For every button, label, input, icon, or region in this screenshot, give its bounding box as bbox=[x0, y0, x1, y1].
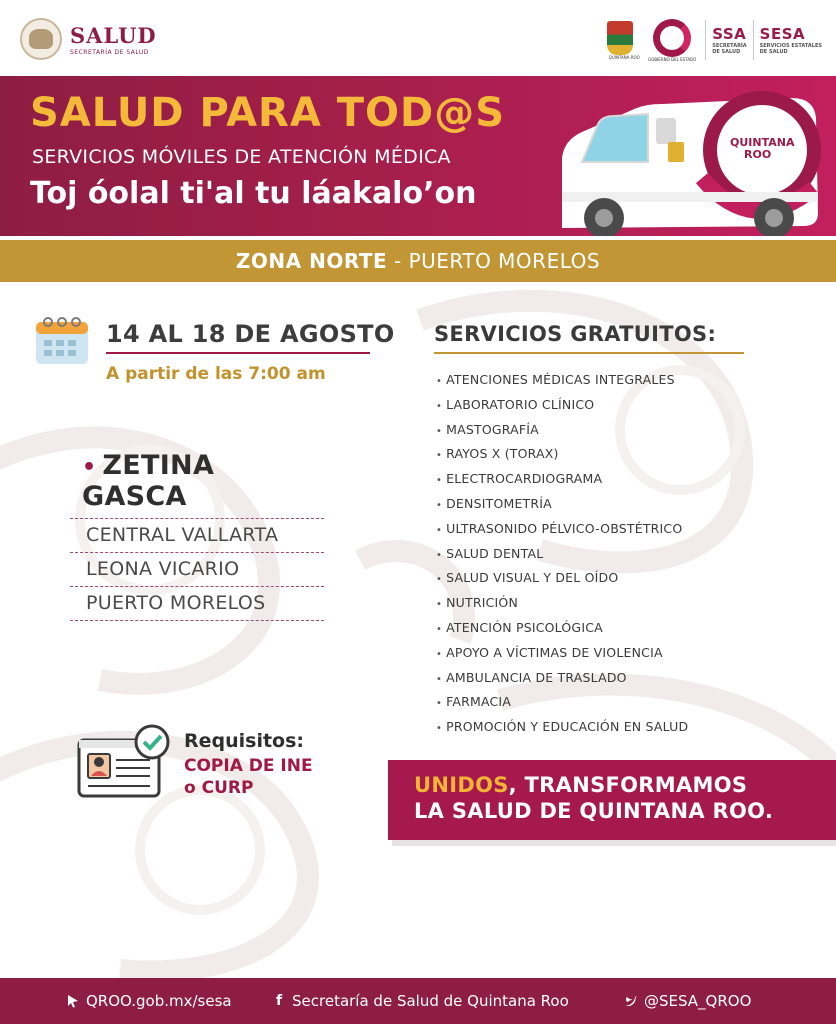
location-main: • ZETINA GASCA bbox=[70, 450, 324, 519]
van-icon bbox=[552, 88, 822, 236]
q-icon bbox=[653, 19, 691, 57]
cursor-icon bbox=[66, 994, 80, 1008]
list-item: LEONA VICARIO bbox=[70, 553, 324, 587]
logo-divider bbox=[705, 20, 706, 60]
list-item: • ATENCIÓN PSICOLÓGICA bbox=[436, 616, 688, 641]
list-item: • ELECTROCARDIOGRAMA bbox=[436, 467, 688, 492]
zone-bar bbox=[0, 240, 836, 282]
services-title: SERVICIOS GRATUITOS: bbox=[434, 322, 717, 346]
list-item: CENTRAL VALLARTA bbox=[70, 519, 324, 553]
services-underline bbox=[434, 352, 744, 354]
background-pattern bbox=[0, 280, 836, 980]
twitter-icon bbox=[624, 994, 638, 1008]
partner-logos bbox=[607, 18, 822, 62]
hero-banner bbox=[0, 76, 836, 236]
calendar-icon bbox=[34, 314, 90, 366]
eagle-seal-icon bbox=[20, 18, 62, 60]
footer-twitter-link[interactable] bbox=[624, 978, 751, 1024]
list-item: • RAYOS X (TORAX) bbox=[436, 442, 688, 467]
zone-title: ZONA NORTE - PUERTO MORELOS bbox=[235, 249, 601, 273]
q-logo: GOBIERNO DEL ESTADO bbox=[645, 19, 699, 62]
ssa-logo: SSA SECRETARÍA DE SALUD bbox=[712, 25, 747, 55]
slogan-box bbox=[388, 760, 836, 840]
check-icon bbox=[136, 726, 168, 758]
list-item: • SALUD DENTAL bbox=[436, 542, 688, 567]
salud-word: SALUD bbox=[70, 22, 157, 48]
top-header bbox=[0, 0, 836, 76]
requirements-line-1: COPIA DE INE bbox=[184, 756, 313, 776]
event-time: A partir de las 7:00 am bbox=[106, 364, 326, 384]
banner-subtitle: SERVICIOS MÓVILES DE ATENCIÓN MÉDICA bbox=[32, 146, 451, 168]
slogan-line-1: UNIDOS, TRANSFORMAMOS bbox=[414, 773, 748, 797]
location-list bbox=[70, 450, 324, 621]
sesa-logo: SESA SERVICIOS ESTATALES DE SALUD bbox=[759, 25, 822, 55]
services-list bbox=[436, 368, 688, 740]
list-item: • ULTRASONIDO PÉLVICO-OBSTÉTRICO bbox=[436, 517, 688, 542]
van-logo-line2: ROO bbox=[744, 148, 772, 161]
shield-icon bbox=[607, 21, 633, 55]
facebook-icon: f bbox=[275, 993, 283, 1009]
banner-maya-slogan: Toj óolal ti'al tu láakalo’on bbox=[30, 176, 477, 211]
slogan-line-2: LA SALUD DE QUINTANA ROO. bbox=[414, 799, 774, 823]
list-item: • MASTOGRAFÍA bbox=[436, 418, 688, 443]
logo-divider bbox=[753, 20, 754, 60]
id-card-icon bbox=[76, 722, 176, 802]
footer-website-link[interactable] bbox=[66, 978, 232, 1024]
footer bbox=[0, 978, 836, 1024]
twitter-text: @SESA_QROO bbox=[644, 992, 752, 1010]
salud-logo bbox=[20, 18, 157, 60]
van-logo-line1: QUINTANA bbox=[730, 136, 795, 149]
list-item: • NUTRICIÓN bbox=[436, 591, 688, 616]
list-item: • DENSITOMETRÍA bbox=[436, 492, 688, 517]
footer-facebook-link[interactable] bbox=[272, 978, 569, 1024]
requirements-title: Requisitos: bbox=[184, 730, 305, 752]
facebook-text: Secretaría de Salud de Quintana Roo bbox=[292, 992, 569, 1010]
list-item: • ATENCIONES MÉDICAS INTEGRALES bbox=[436, 368, 688, 393]
list-item: PUERTO MORELOS bbox=[70, 587, 324, 621]
list-item: • AMBULANCIA DE TRASLADO bbox=[436, 666, 688, 691]
event-dates: 14 AL 18 DE AGOSTO bbox=[106, 320, 395, 348]
banner-title: SALUD PARA TOD@S bbox=[30, 90, 506, 136]
list-item: • APOYO A VÍCTIMAS DE VIOLENCIA bbox=[436, 641, 688, 666]
list-item: • FARMACIA bbox=[436, 690, 688, 715]
requirements-line-2: o CURP bbox=[184, 778, 254, 798]
quintana-roo-shield-logo: QUINTANA ROO bbox=[607, 21, 641, 60]
date-underline bbox=[106, 352, 370, 354]
list-item: • PROMOCIÓN Y EDUCACIÓN EN SALUD bbox=[436, 715, 688, 740]
website-text: QROO.gob.mx/sesa bbox=[86, 992, 232, 1010]
list-item: • SALUD VISUAL Y DEL OÍDO bbox=[436, 566, 688, 591]
list-item: • LABORATORIO CLÍNICO bbox=[436, 393, 688, 418]
salud-subtitle: SECRETARÍA DE SALUD bbox=[70, 48, 149, 56]
